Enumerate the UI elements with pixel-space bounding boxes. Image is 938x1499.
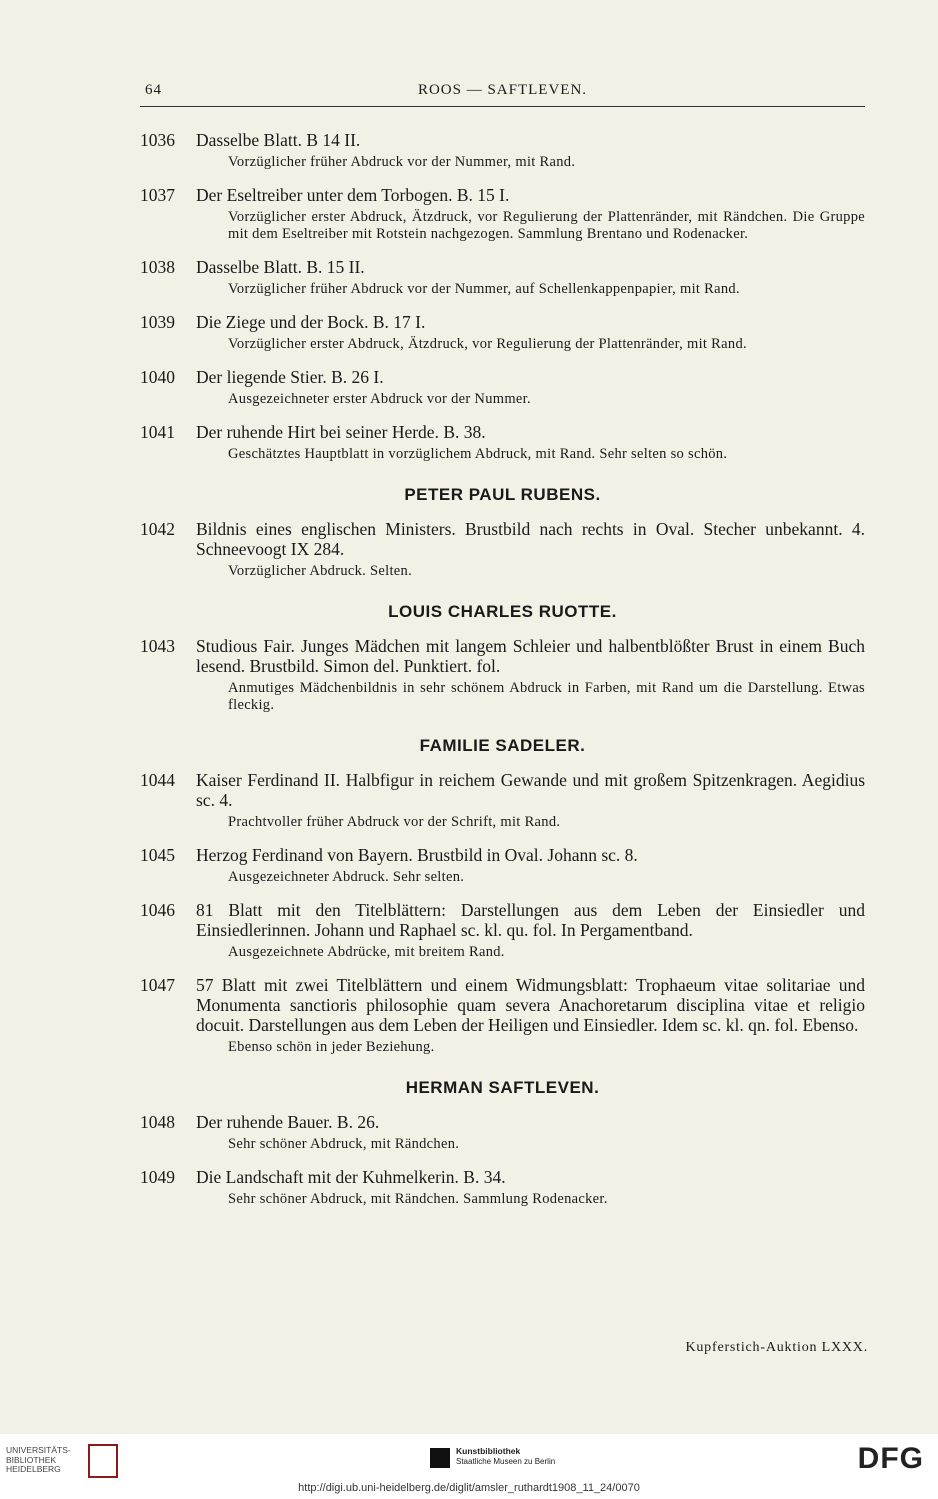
lot-title: Der liegende Stier. B. 26 I. [196,367,384,387]
running-head [140,82,865,107]
dfg-logo[interactable]: DFG [857,1442,924,1475]
artist-heading: HERMAN SAFTLEVEN. [405,1078,600,1097]
lot-title: Kaiser Ferdinand II. Halbfigur in reichem Gewande und mit großem Spitzenkragen. Aegidius sc. 4. [196,770,865,810]
lot-title: Die Ziege und der Bock. B. 17 I. [196,312,426,332]
viewer-footer-bar [0,1434,938,1499]
lot-title: Der Eseltreiber unter dem Torbogen. B. 15 I. [196,185,510,205]
catalog-body [140,130,865,1222]
page-number: 64 [145,82,162,98]
running-title: ROOS — SAFTLEVEN. [417,82,588,98]
lot-description: Ausgezeichnete Abdrücke, mit breitem Rand. [228,944,505,960]
lot-number: 1046 [140,900,175,920]
lot-description: Ebenso schön in jeder Beziehung. [228,1039,435,1055]
lot-description: Vorzüglicher erster Abdruck, Ätzdruck, vor Regulierung der Plattenränder, mit Rand. [228,336,747,352]
lot-number: 1038 [140,257,175,277]
lot-title: 81 Blatt mit den Titelblättern: Darstellungen aus dem Leben der Einsiedler und Einsiedlerinnen. Johann und Raphael sc. kl. qu. fol. In Pergamentband. [196,900,865,940]
artist-heading: PETER PAUL RUBENS. [404,485,601,504]
lot-number: 1044 [140,770,175,790]
catalog-entry [140,257,865,298]
artist-heading: FAMILIE SADELER. [419,736,586,755]
lot-title: 57 Blatt mit zwei Titelblättern und einem Widmungsblatt: Trophaeum vitae solitariae und Monumenta sanctioris philosophie quam severa Anachoretarum disciplina vitae et religio docuit. Darstellungen aus dem Leben der Heiligen und Einsiedler. Idem sc. kl. qn. fol. Ebenso. [196,975,865,1035]
catalog-entry [140,900,865,961]
catalog-entry [140,312,865,353]
catalog-entry [140,519,865,580]
catalog-entry [140,422,865,463]
lot-description: Anmutiges Mädchenbildnis in sehr schönem Abdruck in Farben, mit Rand um die Darstellung. Etwas fleckig. [228,680,865,713]
lot-number: 1040 [140,367,175,387]
lot-number: 1036 [140,130,175,150]
lot-title: Studious Fair. Junges Mädchen mit langem Schleier und halbentblößter Brust in einem Buch lesend. Brustbild. Simon del. Punktiert. fol. [196,636,865,676]
lot-number: 1049 [140,1167,175,1187]
permalink-url[interactable]: http://digi.ub.uni-heidelberg.de/diglit/amsler_ruthardt1908_11_24/0070 [298,1482,640,1494]
lot-number: 1047 [140,975,175,995]
lot-description: Vorzüglicher früher Abdruck vor der Nummer, auf Schellenkappenpapier, mit Rand. [228,281,740,297]
lot-description: Vorzüglicher erster Abdruck, Ätzdruck, vor Regulierung der Plattenränder, mit Rändchen. Die Gruppe mit dem Eseltreiber mit Rotstein nachgezogen. Sammlung Brentano und Rodenacker. [228,209,865,242]
footer-signature: Kupferstich-Auktion LXXX. [685,1340,868,1355]
lot-number: 1041 [140,422,175,442]
catalog-entry [140,636,865,714]
lot-title: Dasselbe Blatt. B. 15 II. [196,257,365,277]
lot-description: Prachtvoller früher Abdruck vor der Schrift, mit Rand. [228,814,561,830]
kunstbibliothek-logo-icon [430,1448,450,1468]
lot-number: 1045 [140,845,175,865]
lot-description: Vorzüglicher früher Abdruck vor der Nummer, mit Rand. [228,154,576,170]
lot-title: Bildnis eines englischen Ministers. Brustbild nach rechts in Oval. Stecher unbekannt. 4. Schneevoogt IX 284. [196,519,865,559]
kunstbibliothek-label[interactable]: Kunstbibliothek Staatliche Museen zu Berlin [456,1446,556,1466]
catalog-entry [140,975,865,1056]
catalog-entry [140,1167,865,1208]
catalog-entry [140,367,865,408]
lot-description: Vorzüglicher Abdruck. Selten. [228,563,413,579]
artist-heading: LOUIS CHARLES RUOTTE. [388,602,617,621]
lot-number: 1042 [140,519,175,539]
lot-title: Herzog Ferdinand von Bayern. Brustbild in Oval. Johann sc. 8. [196,845,638,865]
lot-title: Der ruhende Bauer. B. 26. [196,1112,380,1132]
lot-title: Dasselbe Blatt. B 14 II. [196,130,361,150]
catalog-entry [140,130,865,171]
catalog-entry [140,185,865,243]
lot-description: Ausgezeichneter Abdruck. Sehr selten. [228,869,465,885]
lot-description: Sehr schöner Abdruck, mit Rändchen. Sammlung Rodenacker. [228,1191,608,1207]
lot-number: 1043 [140,636,175,656]
university-library-logo[interactable]: UNIVERSITÄTS- BIBLIOTHEK HEIDELBERG [6,1445,71,1474]
lot-title: Der ruhende Hirt bei seiner Herde. B. 38. [196,422,486,442]
lot-number: 1039 [140,312,175,332]
lot-number: 1037 [140,185,175,205]
lot-title: Die Landschaft mit der Kuhmelkerin. B. 34. [196,1167,506,1187]
catalog-entry [140,845,865,886]
university-seal-icon [88,1444,118,1478]
catalog-entry [140,1112,865,1153]
lot-description: Sehr schöner Abdruck, mit Rändchen. [228,1136,460,1152]
catalog-entry [140,770,865,831]
lot-description: Ausgezeichneter erster Abdruck vor der Nummer. [228,391,531,407]
lot-number: 1048 [140,1112,175,1132]
lot-description: Geschätztes Hauptblatt in vorzüglichem Abdruck, mit Rand. Sehr selten so schön. [228,446,728,462]
